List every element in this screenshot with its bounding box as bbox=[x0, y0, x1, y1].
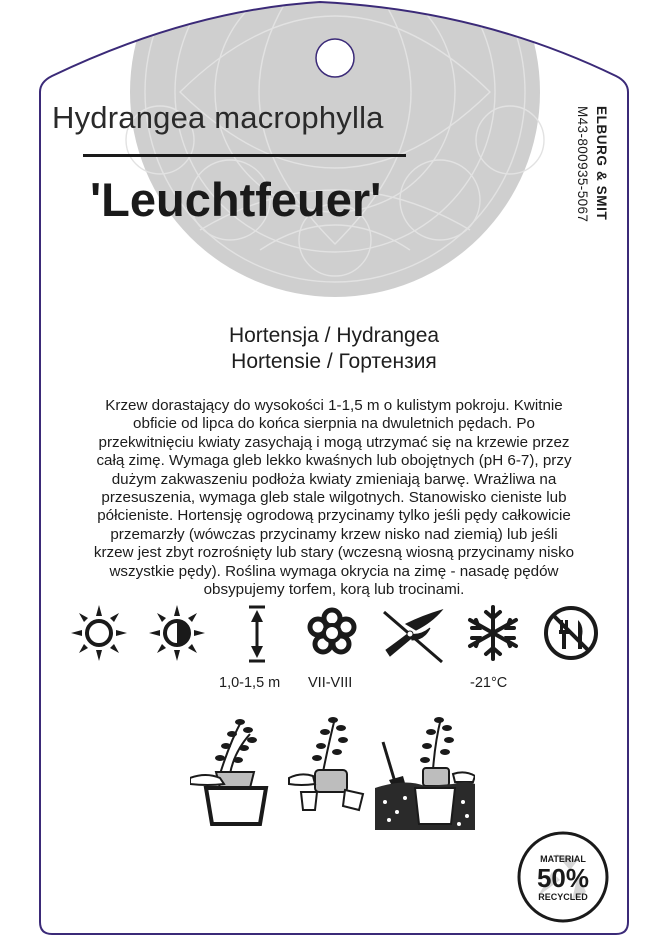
title-rule bbox=[83, 154, 406, 157]
cultivar-name: 'Leuchtfeuer' bbox=[90, 173, 382, 226]
description-line: przekwitnięciu kwiaty zasychają i mogą utrzymać się na krzewie przez bbox=[98, 433, 570, 451]
description-line: dużym zakwaszeniu podłoża kwiaty zmieniają barwę. Wrażliwa na bbox=[111, 470, 557, 488]
brand-name: ELBURG & SMIT bbox=[594, 106, 609, 221]
badge-bottom-text: RECYCLED bbox=[538, 892, 588, 902]
description-line: Krzew dorastający do wysokości 1-1,5 m o kulistym pokroju. Kwitnie bbox=[105, 397, 563, 414]
description-line: obficie od lipca do końca sierpnia na dwuletnich pędach. Po bbox=[133, 415, 535, 433]
snowflake-icon bbox=[464, 604, 522, 662]
description-line: krzew jest zbyt rozrośnięty lub stary (wczesną wiosną przycinamy nisko bbox=[93, 544, 575, 562]
badge-top-text: MATERIAL bbox=[540, 854, 586, 864]
unpotting-illustration bbox=[287, 712, 367, 812]
common-names-line-2: Hortensie / Гортензия bbox=[231, 350, 437, 373]
pruning-shears-icon bbox=[380, 606, 448, 666]
description-line: obsypujemy torfem, korą lub trocinami. bbox=[203, 581, 465, 599]
description-line: półcieniste. Hortensję ogrodową przycinamy tylko jeśli pędy całkowicie bbox=[97, 507, 571, 525]
description-line: wszystkie pędy). Roślina wymaga okrycia na zimę - nasadę pędów bbox=[109, 562, 559, 580]
description-line: przemarzły (wówczas przycinamy krzew nisko nad ziemią) lub jeśli bbox=[110, 525, 558, 543]
description-line: całą zimę. Wymaga gleb lekko kwaśnych lub obojętnych (pH 6-7), przy bbox=[96, 452, 572, 470]
height-caption: 1,0-1,5 m bbox=[219, 675, 281, 691]
latin-name: Hydrangea macrophylla bbox=[52, 100, 384, 135]
flower-icon bbox=[306, 606, 358, 660]
description-line: przesuszenia, wymaga gleb stale wilgotnych. Stanowisko cieniste lub bbox=[101, 489, 567, 507]
badge-percent: 50% bbox=[536, 863, 590, 893]
sun-icon bbox=[70, 604, 128, 662]
recycled-material-badge bbox=[516, 830, 610, 924]
hardiness-caption: -21°C bbox=[470, 675, 508, 691]
potted-plant-illustration bbox=[190, 712, 280, 827]
description bbox=[62, 397, 606, 599]
common-names-line-1: Hortensja / Hydrangea bbox=[228, 324, 440, 347]
not-edible-icon bbox=[542, 604, 600, 662]
product-code: M43-800935-5067 bbox=[575, 106, 590, 223]
height-arrow-icon bbox=[242, 604, 272, 664]
hang-hole bbox=[316, 39, 354, 77]
planting-illustration bbox=[375, 712, 475, 830]
flowering-caption: VII-VIII bbox=[308, 675, 353, 691]
half-shade-icon bbox=[148, 604, 206, 662]
